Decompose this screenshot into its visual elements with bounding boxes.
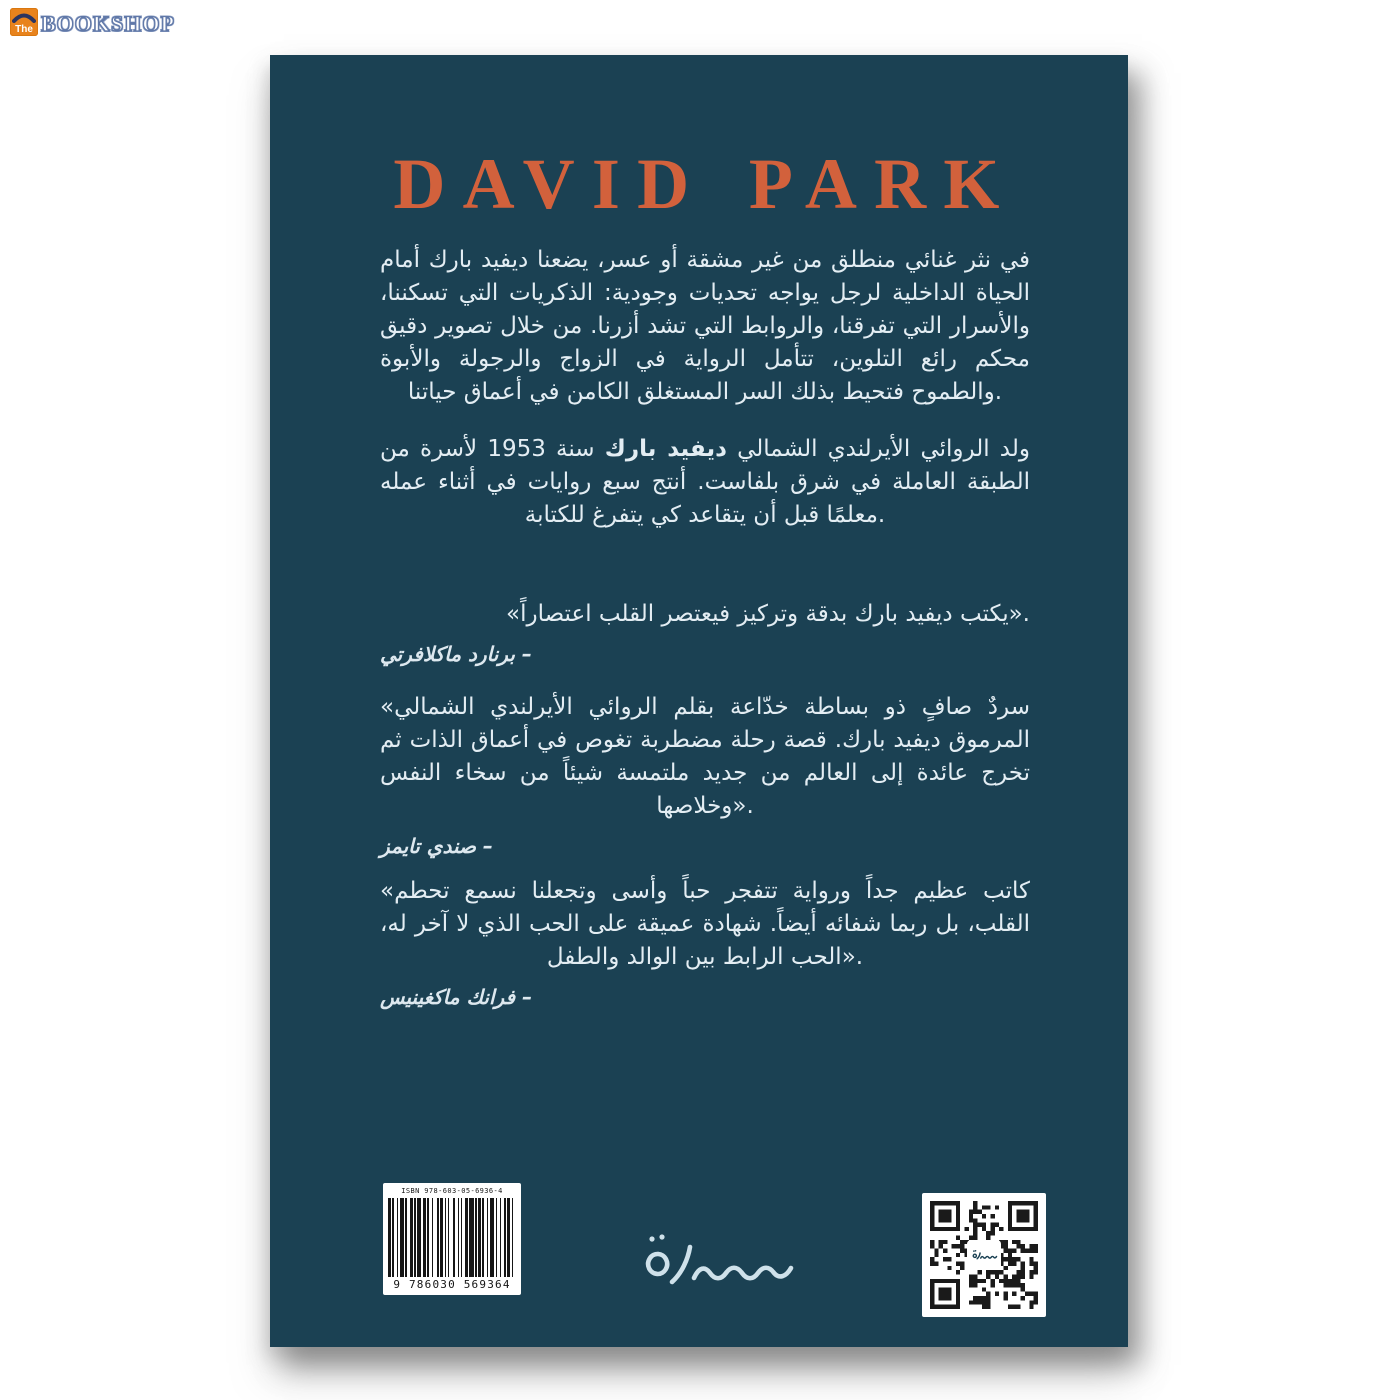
book-arch-icon — [12, 9, 36, 23]
cover-text-column — [380, 144, 1030, 1012]
bookshop-logo-icon — [10, 8, 38, 36]
masarra-publisher-logo-icon — [628, 1223, 800, 1295]
site-logo[interactable] — [10, 8, 175, 36]
quote-1-attribution: – برنارد ماكلافرتي — [380, 642, 532, 666]
bio-author-name-bold: ديفيد بارك — [604, 436, 727, 462]
isbn-label: ISBN 978-603-05-6936-4 — [401, 1187, 503, 1195]
bio-text-before: ولد الروائي الأيرلندي الشمالي — [726, 436, 1030, 462]
review-quote-3 — [380, 875, 1030, 1012]
author-name-title: DAVID PARK — [393, 144, 1017, 224]
qr-code-icon — [922, 1193, 1046, 1317]
quote-2-attribution: – صندي تايمز — [380, 834, 493, 858]
barcode-bars-icon — [388, 1198, 516, 1277]
quote-2-text: «سردٌ صافٍ ذو بساطة خدّاعة بقلم الروائي الأيرلندي الشمالي المرموق ديفيد بارك. قصة رحلة مضطربة تغوص في أعماق الذات ثم تخرج عائدة إلى العالم من جديد ملتمسة شيئاً من سخاء النفس وخلاصها». — [380, 694, 1030, 819]
quote-3-attribution: – فرانك ماكغينيس — [380, 985, 533, 1009]
qr-center-logo-icon — [967, 1240, 1001, 1270]
review-quote-1 — [380, 598, 1030, 669]
site-logo-prefix: The — [15, 24, 33, 35]
barcode-digits: 9 786030 569364 — [393, 1278, 511, 1291]
barcode — [383, 1183, 521, 1295]
bio-text-after: سنة 1953 لأسرة من الطبقة العاملة في شرق بلفاست. أنتج سبع روايات في أثناء عمله معلمًا قبل أن يتقاعد كي يتفرغ للكتابة. — [380, 436, 1030, 528]
author-bio-paragraph — [380, 433, 1030, 532]
quote-3-text: «كاتب عظيم جداً ورواية تتفجر حباً وأسى وتجعلنا نسمع تحطم القلب، بل ربما شفائه أيضاً. شهادة عميقة على الحب الذي لا آخر له، الحب الرابط بين الوالد والطفل». — [380, 878, 1030, 970]
review-quote-2 — [380, 691, 1030, 861]
quote-1-text: «يكتب ديفيد بارك بدقة وتركيز فيعتصر القلب اعتصاراً». — [506, 601, 1030, 627]
site-logo-name: BOOKSHOP — [41, 11, 175, 36]
synopsis-paragraph: في نثر غنائي منطلق من غير مشقة أو عسر، يضعنا ديفيد بارك أمام الحياة الداخلية لرجل يواجه تحديات وجودية: الذكريات التي تسكننا، والأسرار التي تفرقنا، والروابط التي تشد أزرنا. من خلال تصوير دقيق محكم رائع التلوين، تتأمل الرواية في الزواج والرجولة والأبوة والطموح فتحيط بذلك السر المستغلق الكامن في أعماق حياتنا. — [380, 247, 1030, 405]
book-back-cover — [270, 55, 1128, 1347]
